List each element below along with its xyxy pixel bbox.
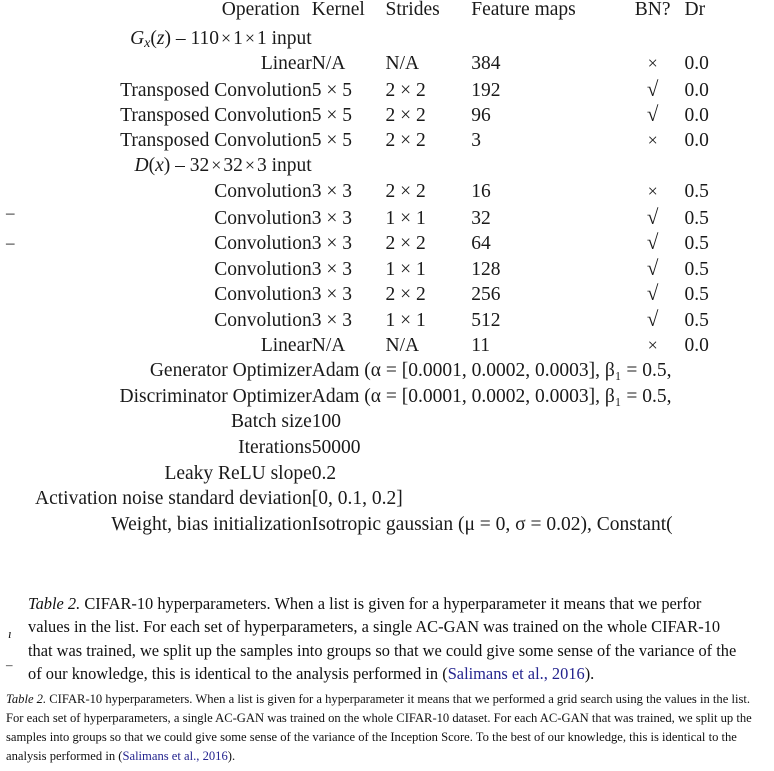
hyperparameter-table [35,0,774,540]
param-label-leaky-relu-slope: Leaky ReLU slope [164,462,312,484]
cell-operation: Linear [260,53,312,75]
cell-dropout: 0.5 [684,207,709,229]
table-row [35,412,774,438]
check-icon: √ [646,102,659,127]
section-label-generator: Gx(z) – 110 × 1 × 1 input [130,27,312,51]
cell-bn [621,307,685,336]
column-header-dropout: Dr [684,0,706,20]
param-value-batch-size: 100 [311,411,341,433]
section-label-discriminator: D(x) – 32 × 32 × 3 input [134,155,312,177]
param-label-discriminator-optimizer: Discriminator Optimizer [119,385,312,407]
cell-feature-maps: 16 [471,181,491,203]
cell-bn [621,20,685,55]
cell-dropout: 0.5 [684,258,709,280]
cell-dropout [685,156,774,182]
cell-dropout: 0.5 [684,284,709,306]
margin-dash-mark: – [6,203,15,222]
caption-large-line-1 [28,592,774,615]
cell-operation: Transposed Convolution [120,79,312,101]
cell-operation: Convolution [214,181,312,203]
cell-operation: Convolution [214,310,312,332]
cell-kernel [312,20,386,55]
cell-dropout: 0.5 [684,310,709,332]
param-label-batch-size: Batch size [231,411,312,433]
caption-label: Table 2. [6,692,47,706]
caption-large-line-2: values in the list. For each set of hyperparameters, a single AC-GAN was trained on the whole CIFAR-10 [28,617,721,637]
cell-feature-maps: 256 [471,284,501,306]
margin-dash-mark: – [6,657,13,672]
table-body [35,20,774,541]
table-row [35,361,774,387]
table-caption-small [6,690,770,767]
cell-feature-maps [471,156,621,182]
table-row [35,464,774,490]
cell-operation: Convolution [214,233,312,255]
table-row [35,515,774,541]
cell-operation: Linear [260,334,312,356]
cell-feature-maps: 64 [471,233,491,255]
cell-dropout: 0.0 [684,79,709,101]
table-row [35,156,774,182]
column-header-strides: Strides [385,0,440,20]
caption-label: Table 2. [28,594,81,613]
column-header-operation: Operation [221,0,300,20]
check-icon: √ [646,204,659,229]
table-row [35,80,774,106]
cell-dropout [685,20,774,55]
param-value-generator-optimizer: Adam (α = [0.0001, 0.0002, 0.0003], β₁ = 0.5, [311,360,672,382]
param-value-leaky-relu-slope: 0.2 [311,462,337,484]
table-row [35,259,774,285]
cell-operation: Convolution [214,258,312,280]
caption-large-line-4 [28,662,774,685]
cell-strides: 2 × 2 [385,129,426,151]
cell-feature-maps: 384 [471,53,501,75]
cell-kernel: 3 × 3 [311,310,352,332]
caption-large-line-3: that was trained, we split up the samples into groups so that we could give some sense of the variance of the [28,640,737,660]
cross-icon: × [647,129,658,150]
cell-strides: 1 × 1 [385,207,426,229]
table-caption-large [28,592,774,685]
table-row [35,131,774,157]
check-icon: √ [646,230,659,255]
cell-kernel: 5 × 5 [311,129,352,151]
table-header [35,0,774,20]
cell-feature-maps: 128 [471,258,501,280]
cell-strides: N/A [385,334,420,356]
cell-bn [621,156,685,182]
cell-strides: 2 × 2 [385,105,426,127]
cell-strides: 2 × 2 [385,284,426,306]
param-value-weight-bias-init: Isotropic gaussian (μ = 0, σ = 0.02), Constant( [311,513,673,535]
cell-feature-maps: 192 [471,79,501,101]
check-icon: √ [646,281,659,306]
cell-operation: Transposed Convolution [120,129,312,151]
caption-text: CIFAR-10 hyperparameters. When a list is given for a hyperparameter it means that we perfor [84,594,702,613]
column-header-bn: BN? [634,0,671,20]
cell-operation: Transposed Convolution [120,105,312,127]
param-label-generator-optimizer: Generator Optimizer [149,360,312,382]
cell-bn [621,336,685,362]
margin-dash-mark: – [6,233,15,252]
cell-kernel: 3 × 3 [311,207,352,229]
param-value-iterations: 50000 [311,437,361,458]
param-label-activation-noise-std: Activation noise standard deviation [35,488,312,510]
table-row [35,54,774,80]
cell-operation: Convolution [214,284,312,306]
cell-strides: N/A [385,53,420,75]
cell-strides [386,156,472,182]
cell-dropout: 0.5 [684,233,709,255]
check-icon: √ [646,255,659,280]
cell-bn [621,182,685,208]
table-row [35,182,774,208]
table-row [35,208,774,234]
cell-strides: 2 × 2 [385,181,426,203]
param-label-weight-bias-init: Weight, bias initialization [111,513,312,535]
header-row [35,0,774,20]
cell-feature-maps: 512 [471,310,501,332]
cell-dropout: 0.0 [684,129,709,151]
table-row [35,489,774,515]
cell-kernel: 3 × 3 [311,284,352,306]
table-row [35,310,774,336]
cell-strides: 1 × 1 [385,258,426,280]
cell-dropout: 0.0 [684,53,709,75]
cell-bn [621,102,685,131]
cross-icon: × [647,53,658,74]
check-icon: √ [646,76,659,101]
cell-bn [621,131,685,157]
param-value-activation-noise-std: [0, 0.1, 0.2] [311,488,403,510]
param-label-iterations: Iterations [238,437,312,458]
table-row [35,284,774,310]
cell-feature-maps: 11 [471,334,491,356]
table-row [35,20,774,55]
cell-kernel: 5 × 5 [311,79,352,101]
cell-kernel: 3 × 3 [311,233,352,255]
cross-icon: × [647,334,658,355]
table-row [35,387,774,413]
cell-bn [621,230,685,259]
cell-kernel [312,156,386,182]
cell-feature-maps: 32 [471,207,491,229]
cell-kernel: N/A [311,334,346,356]
cell-strides: 1 × 1 [385,310,426,332]
caption-text: of our knowledge, this is identical to the analysis performed in ( [28,663,448,683]
table-row [35,233,774,259]
cell-strides: 2 × 2 [385,233,426,255]
column-header-kernel: Kernel [311,0,365,20]
cell-dropout: 0.5 [684,181,709,203]
check-icon: √ [646,307,659,332]
caption-text: ). [584,663,595,683]
cell-kernel: 5 × 5 [311,105,352,127]
caption-text: CIFAR-10 hyperparameters. When a list is given for a hyperparameter it means that we performed a grid search using the values in the list. For each set of hyperparameters, a single AC-GAN was trained on the whole CIFAR-10 dataset. For each AC-GAN that was trained, we split up the samples into groups so that we could give some sense of the variance of the Inception Score. To the best of our knowledge, this is identical to the analysis performed in ( [6,692,752,764]
table-row [35,336,774,362]
caption-text: ). [227,749,236,764]
margin-stray-mark: ı [8,626,12,641]
citation-link[interactable]: Salimans et al., 2016 [447,663,585,683]
table-row [35,438,774,464]
citation-link[interactable]: Salimans et al., 2016 [122,749,228,764]
table-row [35,105,774,131]
column-header-feature-maps: Feature maps [471,0,576,20]
cell-dropout: 0.0 [684,334,709,356]
cell-bn [621,54,685,80]
cell-feature-maps: 96 [471,105,491,127]
param-value-discriminator-optimizer: Adam (α = [0.0001, 0.0002, 0.0003], β₁ = 0.5, [311,385,672,407]
cell-kernel: 3 × 3 [311,258,352,280]
cell-dropout: 0.0 [684,105,709,127]
cell-strides [386,20,472,55]
cell-operation: Convolution [214,207,312,229]
cell-kernel: N/A [311,53,346,75]
cell-feature-maps [471,20,621,55]
cell-kernel: 3 × 3 [311,181,352,203]
cell-feature-maps: 3 [471,129,481,151]
cell-strides: 2 × 2 [385,79,426,101]
cross-icon: × [647,181,658,202]
